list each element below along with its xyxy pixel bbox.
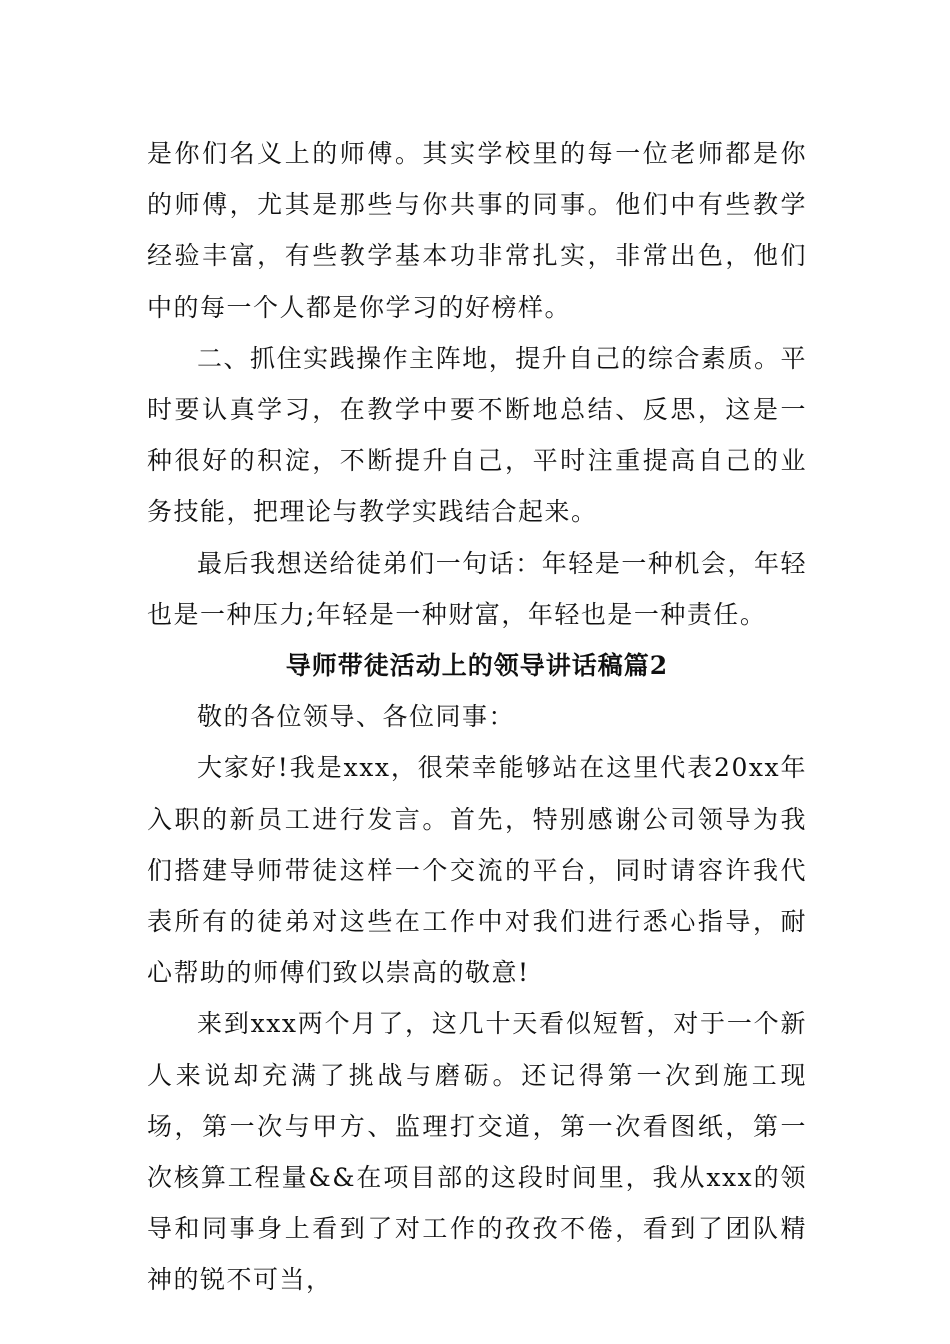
paragraph-greeting: 大家好!我是xxx，很荣幸能够站在这里代表20xx年入职的新员工进行发言。首先，特别感谢公司领导为我们搭建导师带徒这样一个交流的平台，同时请容许我代表所有的徒弟对这些在工作中对我们进行悉心指导，耐心帮助的师傅们致以崇高的敬意! (147, 753, 807, 988)
paragraph-experience: 来到xxx两个月了，这几十天看似短暂，对于一个新人来说却充满了挑战与磨砺。还记得第一次到施工现场，第一次与甲方、监理打交道，第一次看图纸，第一次核算工程量&&在项目部的这段时间里，我从xxx的领导和同事身上看到了对工作的孜孜不倦，看到了团队精神的锐不可当， (147, 1009, 807, 1295)
paragraph-closing-words: 最后我想送给徒弟们一句话：年轻是一种机会，年轻也是一种压力;年轻是一种财富，年轻也是一种责任。 (147, 548, 807, 629)
document-body (147, 128, 807, 1306)
paragraph-practice: 二、抓住实践操作主阵地，提升自己的综合素质。平时要认真学习，在教学中要不断地总结、反思，这是一种很好的积淀，不断提升自己，平时注重提高自己的业务技能，把理论与教学实践结合起来。 (147, 343, 807, 527)
paragraph-continued: 是你们名义上的师傅。其实学校里的每一位老师都是你的师傅，尤其是那些与你共事的同事。他们中有些教学经验丰富，有些教学基本功非常扎实，非常出色，他们中的每一个人都是你学习的好榜样。 (147, 139, 807, 322)
paragraph-salutation: 敬的各位领导、各位同事： (197, 702, 516, 732)
section-heading: 导师带徒活动上的领导讲话稿篇2 (285, 651, 669, 681)
